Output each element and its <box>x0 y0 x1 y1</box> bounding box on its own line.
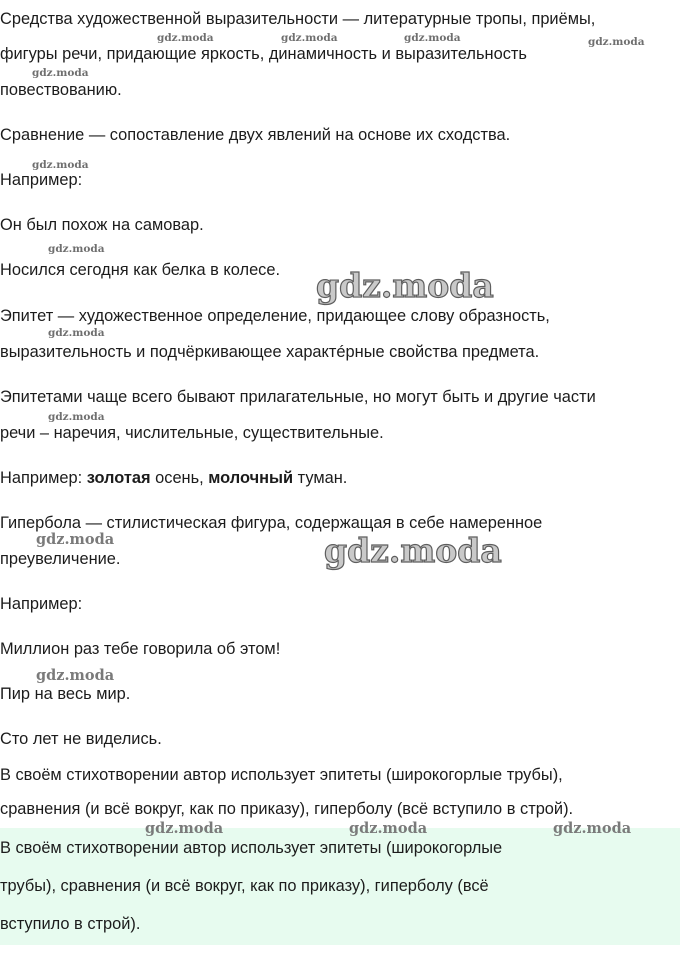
bold-word-golden: золотая <box>86 469 151 487</box>
hyperbole-example-2: Пир на весь мир. <box>0 685 131 703</box>
watermark-small: gdz.moda <box>588 36 645 48</box>
watermark-medium: gdz.moda <box>349 820 428 837</box>
hyperbole-example-3: Сто лет не виделись. <box>0 730 162 748</box>
watermark-small: gdz.moda <box>157 32 214 44</box>
hyperbole-example-1: Миллион раз тебе говорила об этом! <box>0 640 281 658</box>
watermark-medium: gdz.moda <box>36 531 115 548</box>
summary-line-1: В своём стихотворении автор использует эпитеты (широкогорлые трубы), <box>0 766 563 784</box>
watermark-small: gdz.moda <box>281 32 338 44</box>
epithet-example <box>0 468 347 488</box>
example-label-1: Например: <box>0 171 83 189</box>
watermark-large: gdz.moda <box>324 531 502 570</box>
watermark-small: gdz.moda <box>404 32 461 44</box>
example-mid: осень, <box>150 469 209 487</box>
hyperbole-definition-line-2: преувеличение. <box>0 550 121 568</box>
watermark-small: gdz.moda <box>32 67 89 79</box>
watermark-large: gdz.moda <box>316 266 494 305</box>
epithet-parts-line-2: речи – наречия, числительные, существительные. <box>0 424 384 442</box>
epithet-definition-line-2: выразительность и подчёркивающее характéрные свойства предмета. <box>0 343 540 361</box>
comparison-definition: Сравнение — сопоставление двух явлений на основе их сходства. <box>0 126 511 144</box>
epithet-definition-line-1: Эпитет — художественное определение, придающее слову образность, <box>0 307 550 325</box>
epithet-parts-line-1: Эпитетами чаще всего бывают прилагательные, но могут быть и другие части <box>0 388 596 406</box>
summary-line-2: сравнения (и всё вокруг, как по приказу), гиперболу (всё вступило в строй). <box>0 800 574 818</box>
watermark-small: gdz.moda <box>48 327 105 339</box>
definition-line-3: повествованию. <box>0 81 122 99</box>
watermark-medium: gdz.moda <box>145 820 224 837</box>
hyperbole-definition-line-1: Гипербола — стилистическая фигура, содержащая в себе намеренное <box>0 514 543 532</box>
watermark-medium: gdz.moda <box>553 820 632 837</box>
watermark-small: gdz.moda <box>48 243 105 255</box>
example-suffix: туман. <box>293 469 348 487</box>
watermark-small: gdz.moda <box>48 411 105 423</box>
watermark-small: gdz.moda <box>32 159 89 171</box>
definition-line-1: Средства художественной выразительности — литературные тропы, приёмы, <box>0 10 596 28</box>
answer-line-3: вступило в строй). <box>0 915 141 933</box>
answer-line-1: В своём стихотворении автор использует эпитеты (широкогорлые <box>0 839 503 857</box>
example-label-2: Например: <box>0 595 83 613</box>
comparison-example-2: Носился сегодня как белка в колесе. <box>0 261 281 279</box>
comparison-example-1: Он был похож на самовар. <box>0 216 204 234</box>
definition-line-2: фигуры речи, придающие яркость, динамичность и выразительность <box>0 45 527 63</box>
bold-word-milky: молочный <box>208 469 294 487</box>
answer-line-2: трубы), сравнения (и всё вокруг, как по приказу), гиперболу (всё <box>0 877 489 895</box>
watermark-medium: gdz.moda <box>36 667 115 684</box>
example-prefix: Например: <box>0 469 87 487</box>
